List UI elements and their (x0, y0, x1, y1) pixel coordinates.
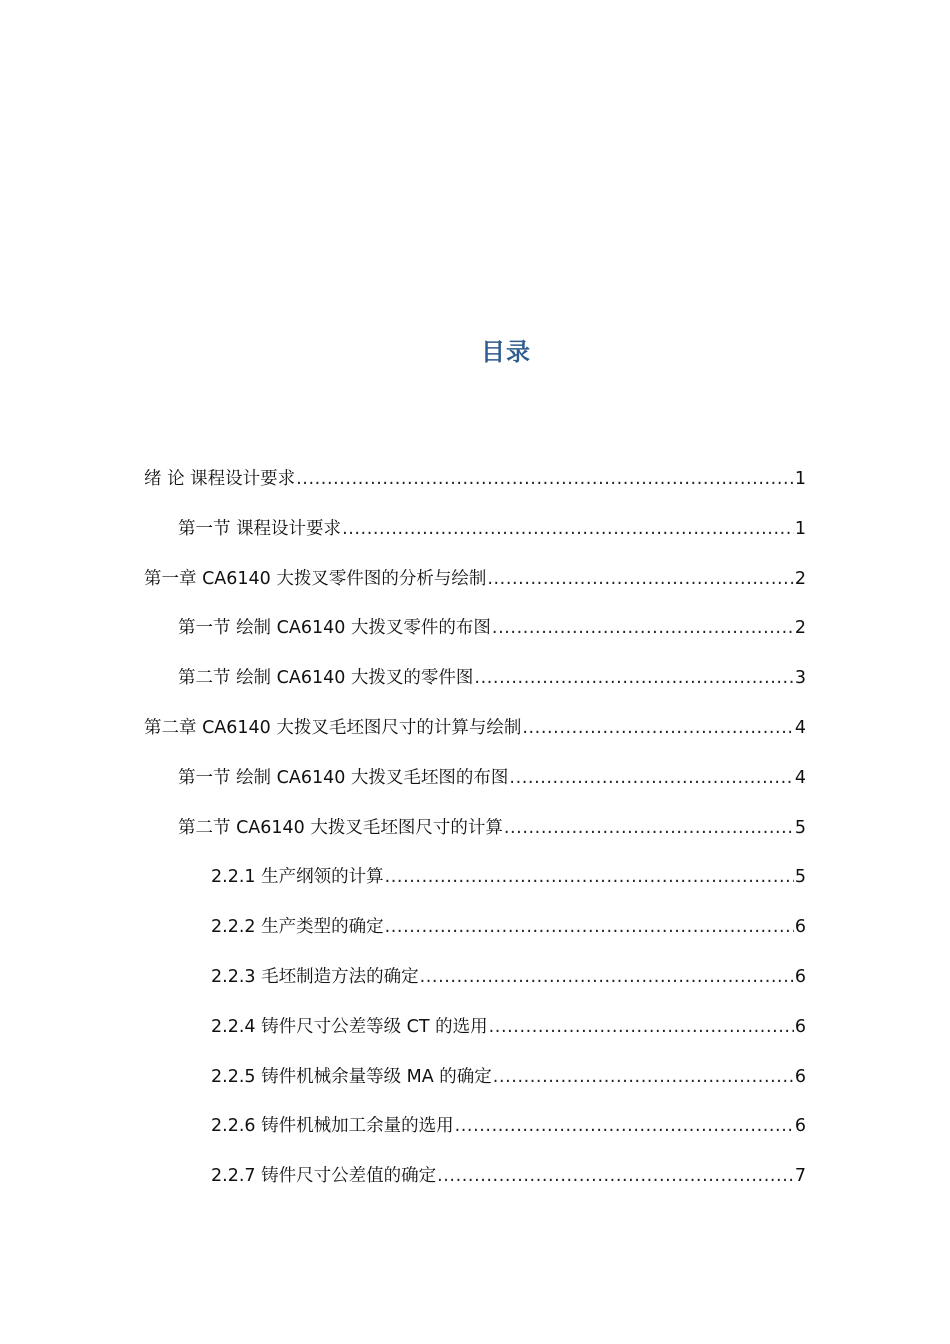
toc-page-number: 1 (794, 469, 806, 489)
toc-page-number: 6 (794, 917, 806, 938)
toc-entry[interactable] (144, 960, 806, 1010)
toc-dot-leader (342, 512, 794, 546)
toc-entry[interactable] (144, 661, 806, 711)
toc-page-number: 1 (794, 518, 806, 539)
toc-dot-leader (489, 1010, 794, 1044)
toc-page-number: 4 (794, 767, 806, 788)
toc-dot-leader (509, 761, 793, 795)
toc-entry-text: 2.2.5 铸件机械余量等级 MA 的确定 (211, 1066, 492, 1087)
toc-dot-leader (296, 462, 794, 496)
toc-entry-text: 第一节 绘制 CA6140 大拨叉毛坯图的布图 (178, 767, 509, 788)
toc-dot-leader (385, 860, 794, 894)
toc-title: 目录 (481, 338, 531, 366)
toc-page-number: 5 (794, 817, 806, 838)
toc-entry[interactable] (144, 1010, 806, 1060)
toc-entry[interactable] (144, 1159, 806, 1209)
toc-entry-text: 第一节 课程设计要求 (178, 518, 342, 539)
table-of-contents (144, 462, 806, 1209)
toc-dot-leader (492, 611, 794, 645)
toc-entry-text: 2.2.3 毛坯制造方法的确定 (211, 966, 419, 987)
toc-dot-leader (522, 711, 794, 745)
toc-entry-text: 2.2.2 生产类型的确定 (211, 917, 384, 938)
toc-entry[interactable] (144, 512, 806, 562)
toc-entry-text: 2.2.6 铸件机械加工余量的选用 (211, 1116, 454, 1137)
toc-entry-text: 第二节 CA6140 大拨叉毛坯图尺寸的计算 (178, 817, 503, 838)
toc-entry-text: 第二章 CA6140 大拨叉毛坯图尺寸的计算与绘制 (144, 717, 522, 738)
toc-entry[interactable] (144, 611, 806, 661)
toc-entry[interactable] (144, 1060, 806, 1110)
toc-entry[interactable] (144, 1109, 806, 1159)
toc-page-number: 6 (794, 1066, 806, 1087)
toc-entry-text: 2.2.1 生产纲领的计算 (211, 867, 384, 888)
toc-entry-text: 第一章 CA6140 大拨叉零件图的分析与绘制 (144, 568, 487, 589)
toc-entry[interactable] (144, 562, 806, 612)
toc-dot-leader (493, 1060, 794, 1094)
toc-dot-leader (487, 562, 794, 596)
toc-entry-text: 绪 论 课程设计要求 (144, 469, 296, 489)
toc-page-number: 6 (794, 966, 806, 987)
toc-dot-leader (474, 661, 793, 695)
toc-dot-leader (455, 1109, 794, 1143)
toc-page-number: 3 (794, 668, 806, 689)
toc-entry-text: 2.2.7 铸件尺寸公差值的确定 (211, 1166, 437, 1187)
toc-page-number: 2 (794, 568, 806, 589)
toc-entry[interactable] (144, 860, 806, 910)
toc-dot-leader (385, 910, 794, 944)
toc-page-number: 4 (794, 717, 806, 738)
toc-dot-leader (504, 811, 794, 845)
toc-entry[interactable] (144, 462, 806, 512)
toc-entry-text: 第二节 绘制 CA6140 大拨叉的零件图 (178, 668, 474, 689)
toc-page-number: 6 (794, 1116, 806, 1137)
toc-entry[interactable] (144, 761, 806, 811)
toc-page-number: 2 (794, 618, 806, 639)
toc-entry[interactable] (144, 811, 806, 861)
toc-entry[interactable] (144, 910, 806, 960)
toc-page-number: 5 (794, 867, 806, 888)
toc-dot-leader (420, 960, 794, 994)
toc-entry-text: 第一节 绘制 CA6140 大拨叉零件的布图 (178, 618, 491, 639)
toc-dot-leader (437, 1159, 794, 1193)
toc-page-number: 7 (794, 1166, 806, 1187)
toc-entry[interactable] (144, 711, 806, 761)
toc-page-number: 6 (794, 1016, 806, 1037)
toc-entry-text: 2.2.4 铸件尺寸公差等级 CT 的选用 (211, 1016, 488, 1037)
